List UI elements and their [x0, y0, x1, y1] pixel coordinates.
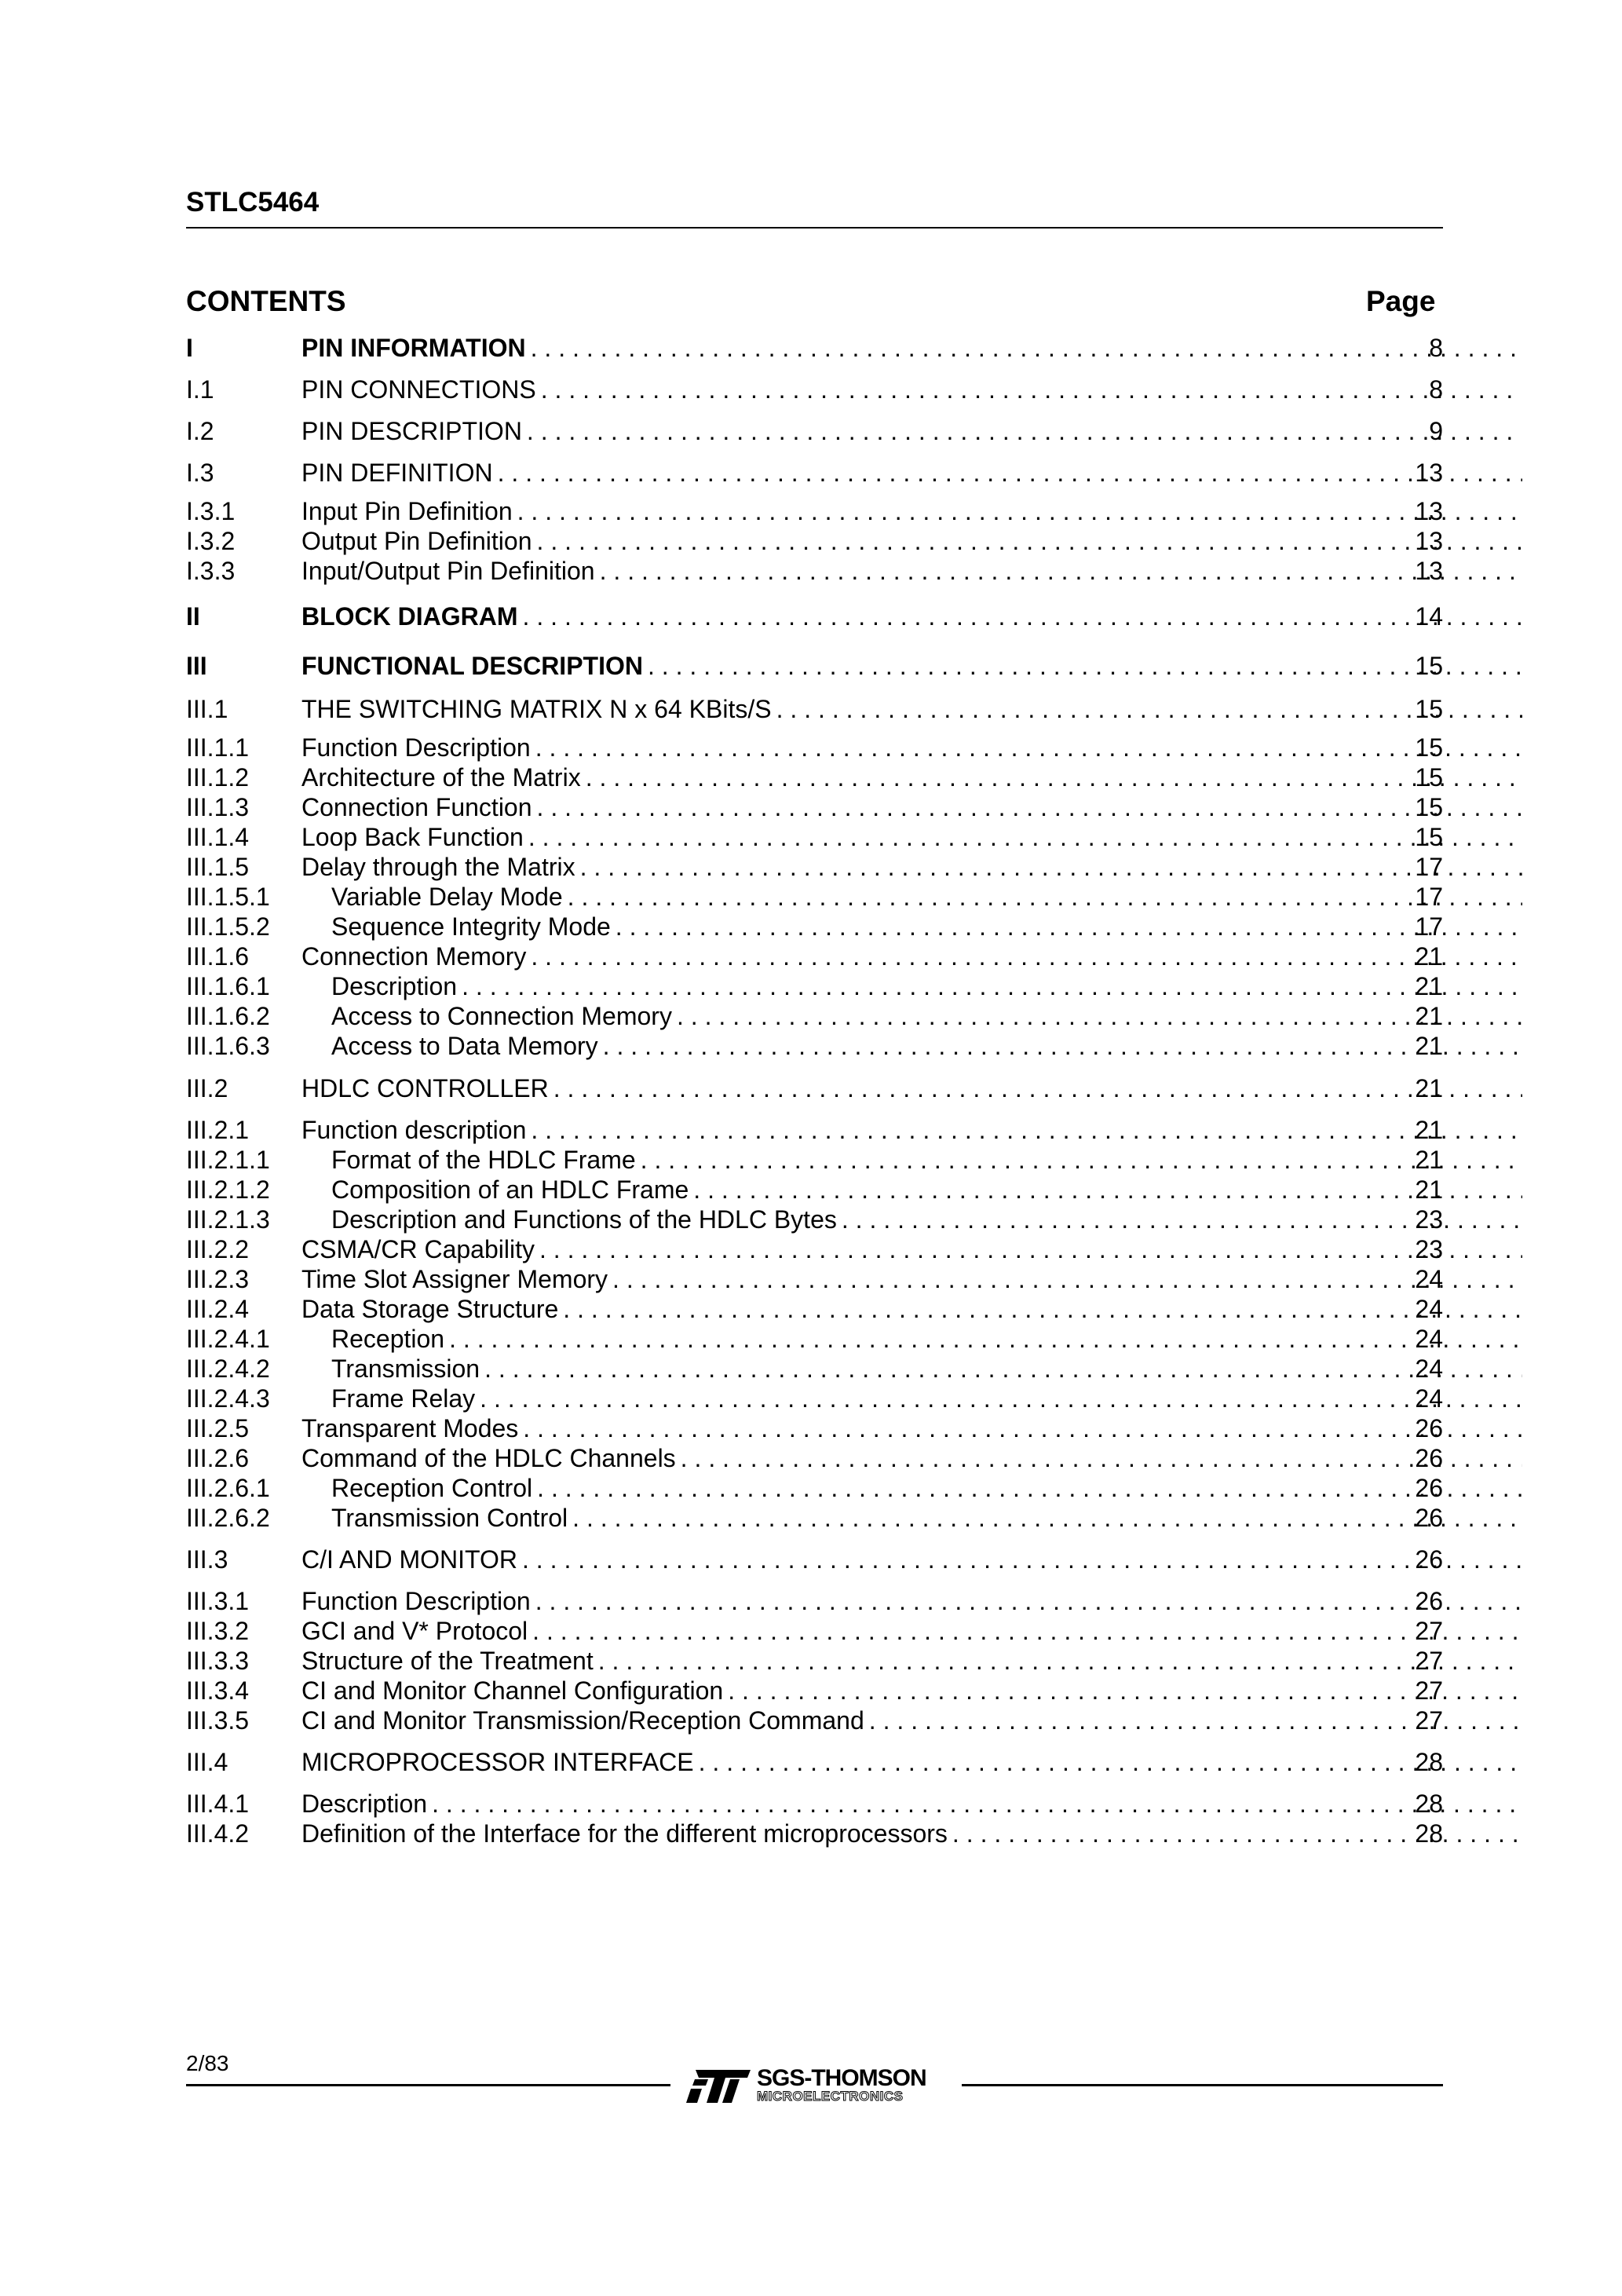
toc-entry: [186, 912, 1443, 941]
toc-page-number: 21: [1415, 1002, 1443, 1030]
dot-leader: [432, 1789, 1522, 1819]
toc-entry: [186, 1073, 1443, 1103]
toc-entry-label: Reception Control: [331, 1474, 533, 1502]
toc-section-number: III.1.3: [186, 793, 250, 821]
toc-entry: [186, 1264, 1443, 1294]
toc-section-number: III.1.2: [186, 763, 250, 792]
dot-leader: [535, 733, 1522, 762]
contents-heading: CONTENTS: [186, 285, 346, 317]
toc-entry: [186, 1819, 1443, 1848]
toc-entry-label: Function Description: [301, 733, 531, 762]
toc-entry-label: Access to Connection Memory: [331, 1002, 672, 1030]
toc-section-number: III.2.4.2: [186, 1355, 270, 1383]
toc-entry: [186, 601, 1443, 631]
toc-section-number: III.1.5.1: [186, 883, 270, 911]
toc-entry: [186, 1503, 1443, 1533]
toc-section-number: III.1.6.3: [186, 1032, 270, 1060]
toc-section-number: III.2.1.2: [186, 1175, 270, 1204]
toc-page-number: 21: [1415, 1074, 1443, 1102]
toc-entry-label: Command of the HDLC Channels: [301, 1444, 676, 1472]
toc-page-number: 27: [1415, 1676, 1443, 1705]
dot-leader: [553, 1073, 1522, 1103]
toc-entry-label: Connection Function: [301, 793, 532, 821]
toc-entry-label: C/I AND MONITOR: [301, 1545, 517, 1574]
toc-entry: [186, 375, 1443, 404]
toc-section-number: III.2.1.3: [186, 1205, 270, 1234]
toc-section-number: III.2.1.1: [186, 1146, 270, 1174]
toc-section-number: III: [186, 652, 207, 680]
toc-entry-label: Description: [331, 972, 458, 1000]
document-title: STLC5464: [186, 187, 320, 218]
toc-entry-label: PIN CONNECTIONS: [301, 375, 536, 404]
toc-section-number: III.1.6.2: [186, 1002, 270, 1030]
toc-page-number: 21: [1415, 1146, 1443, 1174]
toc-page-number: 24: [1415, 1295, 1443, 1323]
toc-section-number: III.2.6.2: [186, 1504, 270, 1532]
logo-subtitle: MICROELECTRONICS: [757, 2089, 904, 2104]
toc-entry: [186, 1354, 1443, 1384]
toc-section-number: III.3.3: [186, 1647, 250, 1675]
toc-entry: [186, 1616, 1443, 1646]
toc-entry: [186, 792, 1443, 822]
toc-entry-label: Connection Memory: [301, 942, 527, 971]
toc-page-number: 15: [1415, 695, 1443, 723]
dot-leader: [537, 1473, 1522, 1503]
toc-section-number: III.3.5: [186, 1706, 250, 1735]
dot-leader: [528, 822, 1522, 852]
toc-entry-label: Structure of the Treatment: [301, 1647, 594, 1675]
toc-page-number: 15: [1415, 733, 1443, 762]
toc-page-number: 14: [1415, 602, 1443, 631]
toc-page-number: 28: [1415, 1790, 1443, 1818]
toc-entry: [186, 852, 1443, 882]
toc-section-number: III.4.2: [186, 1819, 250, 1848]
toc-entry: [186, 1294, 1443, 1324]
toc-section-number: III.2.3: [186, 1265, 250, 1293]
toc-entry-label: Transparent Modes: [301, 1414, 519, 1442]
toc-page-number: 26: [1415, 1414, 1443, 1442]
dot-leader: [532, 1616, 1522, 1646]
toc-entry: [186, 733, 1443, 762]
toc-page-number: 28: [1415, 1748, 1443, 1776]
page-column-heading: Page: [1366, 285, 1436, 317]
toc-section-number: I.3.3: [186, 557, 236, 585]
toc-entry: [186, 882, 1443, 912]
toc-entry: [186, 971, 1443, 1001]
toc-entry-label: Transmission Control: [331, 1504, 568, 1532]
toc-page-number: 26: [1415, 1474, 1443, 1502]
toc-page-number: 21: [1415, 1116, 1443, 1144]
toc-entry: [186, 333, 1443, 363]
toc-entry: [186, 1031, 1443, 1061]
dot-leader: [523, 1413, 1522, 1443]
toc-page-number: 27: [1415, 1617, 1443, 1645]
toc-entry-label: CI and Monitor Channel Configuration: [301, 1676, 724, 1705]
toc-section-number: III.1.4: [186, 823, 250, 851]
dot-leader: [527, 416, 1522, 446]
toc-entry: [186, 651, 1443, 681]
toc-page-number: 17: [1415, 912, 1443, 941]
toc-entry: [186, 556, 1443, 586]
toc-page-number: 23: [1415, 1205, 1443, 1234]
toc-entry: [186, 1001, 1443, 1031]
toc-page-number: 8: [1429, 375, 1443, 404]
toc-entry-label: THE SWITCHING MATRIX N x 64 KBits/S: [301, 695, 772, 723]
toc-entry-label: GCI and V* Protocol: [301, 1617, 528, 1645]
toc-entry: [186, 694, 1443, 724]
toc-page-number: 26: [1415, 1504, 1443, 1532]
toc-section-number: III.2.6.1: [186, 1474, 270, 1502]
toc-entry-label: PIN DESCRIPTION: [301, 417, 522, 445]
toc-entry: [186, 1676, 1443, 1706]
footer-rule-left: [186, 2084, 670, 2086]
toc-section-number: III.2.4.1: [186, 1325, 270, 1353]
toc-entry-label: Loop Back Function: [301, 823, 524, 851]
toc-entry-label: Function description: [301, 1116, 527, 1144]
toc-page-number: 8: [1429, 334, 1443, 362]
toc-section-number: III.2.2: [186, 1235, 250, 1263]
toc-page-number: 13: [1415, 527, 1443, 555]
toc-entry-label: Variable Delay Mode: [331, 883, 563, 911]
toc-section-number: III.3.4: [186, 1676, 250, 1705]
dot-leader: [563, 1294, 1522, 1324]
toc-entry: [186, 1234, 1443, 1264]
toc-section-number: I: [186, 334, 193, 362]
toc-page-number: 24: [1415, 1265, 1443, 1293]
toc-page-number: 9: [1429, 417, 1443, 445]
toc-entry: [186, 1545, 1443, 1574]
toc-entry-label: Reception: [331, 1325, 445, 1353]
toc-page-number: 26: [1415, 1444, 1443, 1472]
toc-entry-label: Architecture of the Matrix: [301, 763, 581, 792]
toc-page-number: 17: [1415, 853, 1443, 881]
toc-entry-label: PIN DEFINITION: [301, 459, 493, 487]
toc-entry: [186, 822, 1443, 852]
toc-entry-label: Format of the HDLC Frame: [331, 1146, 636, 1174]
header-rule: [186, 227, 1443, 229]
toc-entry-label: CSMA/CR Capability: [301, 1235, 535, 1263]
toc-page-number: 21: [1415, 942, 1443, 971]
logo-name: SGS-THOMSON: [757, 2065, 926, 2091]
dot-leader: [531, 333, 1522, 363]
toc-entry-label: Description: [301, 1790, 428, 1818]
dot-leader: [537, 792, 1522, 822]
toc-page-number: 28: [1415, 1819, 1443, 1848]
toc-entry: [186, 1706, 1443, 1735]
toc-entry: [186, 1789, 1443, 1819]
toc-page-number: 13: [1415, 459, 1443, 487]
toc-entry: [186, 1646, 1443, 1676]
dot-leader: [484, 1354, 1522, 1384]
toc-entry-label: Definition of the Interface for the different microprocessors: [301, 1819, 948, 1848]
toc-entry: [186, 1175, 1443, 1205]
toc-entry-label: HDLC CONTROLLER: [301, 1074, 549, 1102]
toc-entry: [186, 1443, 1443, 1473]
toc-section-number: I.3: [186, 459, 214, 487]
dot-leader: [480, 1384, 1522, 1413]
toc-entry: [186, 1115, 1443, 1145]
dot-leader: [517, 496, 1522, 526]
toc-page-number: 13: [1415, 557, 1443, 585]
toc-page-number: 27: [1415, 1706, 1443, 1735]
toc-entry: [186, 1205, 1443, 1234]
dot-leader: [498, 458, 1522, 488]
toc-entry: [186, 1747, 1443, 1777]
toc-entry-label: Composition of an HDLC Frame: [331, 1175, 689, 1204]
toc-entry: [186, 1324, 1443, 1354]
dot-leader: [535, 1586, 1522, 1616]
toc-page-number: 15: [1415, 823, 1443, 851]
toc-page-number: 24: [1415, 1384, 1443, 1413]
toc-section-number: III.2.1: [186, 1116, 250, 1144]
toc-entry: [186, 526, 1443, 556]
toc-entry-label: FUNCTIONAL DESCRIPTION: [301, 652, 643, 680]
toc-section-number: III.3.2: [186, 1617, 250, 1645]
toc-page-number: 21: [1415, 972, 1443, 1000]
toc-entry-label: Delay through the Matrix: [301, 853, 575, 881]
toc-entry-label: Input Pin Definition: [301, 497, 513, 525]
dot-leader: [523, 601, 1522, 631]
toc-section-number: III.3.1: [186, 1587, 250, 1615]
toc-page-number: 26: [1415, 1545, 1443, 1574]
dot-leader: [539, 1234, 1522, 1264]
toc-entry: [186, 496, 1443, 526]
toc-entry-label: Sequence Integrity Mode: [331, 912, 611, 941]
toc-entry: [186, 941, 1443, 971]
dot-leader: [462, 971, 1522, 1001]
dot-leader: [537, 526, 1523, 556]
toc-entry: [186, 1473, 1443, 1503]
toc-section-number: III.4.1: [186, 1790, 250, 1818]
toc-page-number: 15: [1415, 763, 1443, 792]
toc-page-number: 27: [1415, 1647, 1443, 1675]
toc-section-number: I.3.2: [186, 527, 236, 555]
toc-section-number: III.1.6.1: [186, 972, 270, 1000]
toc-section-number: II: [186, 602, 200, 631]
toc-page-number: 26: [1415, 1587, 1443, 1615]
toc-entry: [186, 1145, 1443, 1175]
dot-leader: [568, 882, 1522, 912]
toc-page-number: 21: [1415, 1032, 1443, 1060]
toc-section-number: III.3: [186, 1545, 228, 1574]
toc-section-number: III.2.6: [186, 1444, 250, 1472]
toc-section-number: III.2.4: [186, 1295, 250, 1323]
toc-entry-label: Transmission: [331, 1355, 480, 1383]
toc-section-number: III.2.5: [186, 1414, 250, 1442]
toc-entry-label: PIN INFORMATION: [301, 334, 526, 362]
dot-leader: [531, 941, 1522, 971]
toc-page-number: 24: [1415, 1355, 1443, 1383]
toc-entry-label: CI and Monitor Transmission/Reception Command: [301, 1706, 864, 1735]
toc-page-number: 24: [1415, 1325, 1443, 1353]
toc-section-number: I.3.1: [186, 497, 236, 525]
toc-entry: [186, 1413, 1443, 1443]
toc-entry-label: BLOCK DIAGRAM: [301, 602, 518, 631]
toc-section-number: III.1: [186, 695, 228, 723]
toc-section-number: III.2.4.3: [186, 1384, 270, 1413]
toc-section-number: I.2: [186, 417, 214, 445]
toc-page-number: 13: [1415, 497, 1443, 525]
toc-entry: [186, 458, 1443, 488]
toc-entry-label: Description and Functions of the HDLC Bytes: [331, 1205, 837, 1234]
toc-section-number: III.1.5.2: [186, 912, 270, 941]
toc-entry-label: Function Description: [301, 1587, 531, 1615]
toc-entry: [186, 1384, 1443, 1413]
toc-section-number: III.4: [186, 1748, 228, 1776]
toc-entry-label: Data Storage Structure: [301, 1295, 559, 1323]
toc-page-number: 23: [1415, 1235, 1443, 1263]
toc-entry-label: MICROPROCESSOR INTERFACE: [301, 1748, 694, 1776]
toc-section-number: III.2: [186, 1074, 228, 1102]
toc-section-number: III.1.5: [186, 853, 250, 881]
sgs-thomson-logo: [685, 2065, 955, 2108]
dot-leader: [541, 375, 1522, 404]
toc-entry: [186, 762, 1443, 792]
toc-entry: [186, 416, 1443, 446]
toc-entry-label: Output Pin Definition: [301, 527, 532, 555]
footer-rule-right: [962, 2084, 1443, 2086]
page-number: 2/83: [186, 2051, 229, 2075]
dot-leader: [522, 1545, 1522, 1574]
toc-page-number: 15: [1415, 793, 1443, 821]
dot-leader: [449, 1324, 1522, 1354]
toc-entry: [186, 1586, 1443, 1616]
st-logo-icon: [685, 2068, 752, 2104]
toc-section-number: I.1: [186, 375, 214, 404]
toc-entry-label: Time Slot Assigner Memory: [301, 1265, 608, 1293]
toc-entry-label: Frame Relay: [331, 1384, 476, 1413]
toc-entry-label: Access to Data Memory: [331, 1032, 598, 1060]
toc-page-number: 15: [1415, 652, 1443, 680]
toc-page-number: 21: [1415, 1175, 1443, 1204]
toc-section-number: III.1.6: [186, 942, 250, 971]
toc-section-number: III.1.1: [186, 733, 250, 762]
dot-leader: [531, 1115, 1522, 1145]
toc-page-number: 17: [1415, 883, 1443, 911]
toc-entry-label: Input/Output Pin Definition: [301, 557, 595, 585]
